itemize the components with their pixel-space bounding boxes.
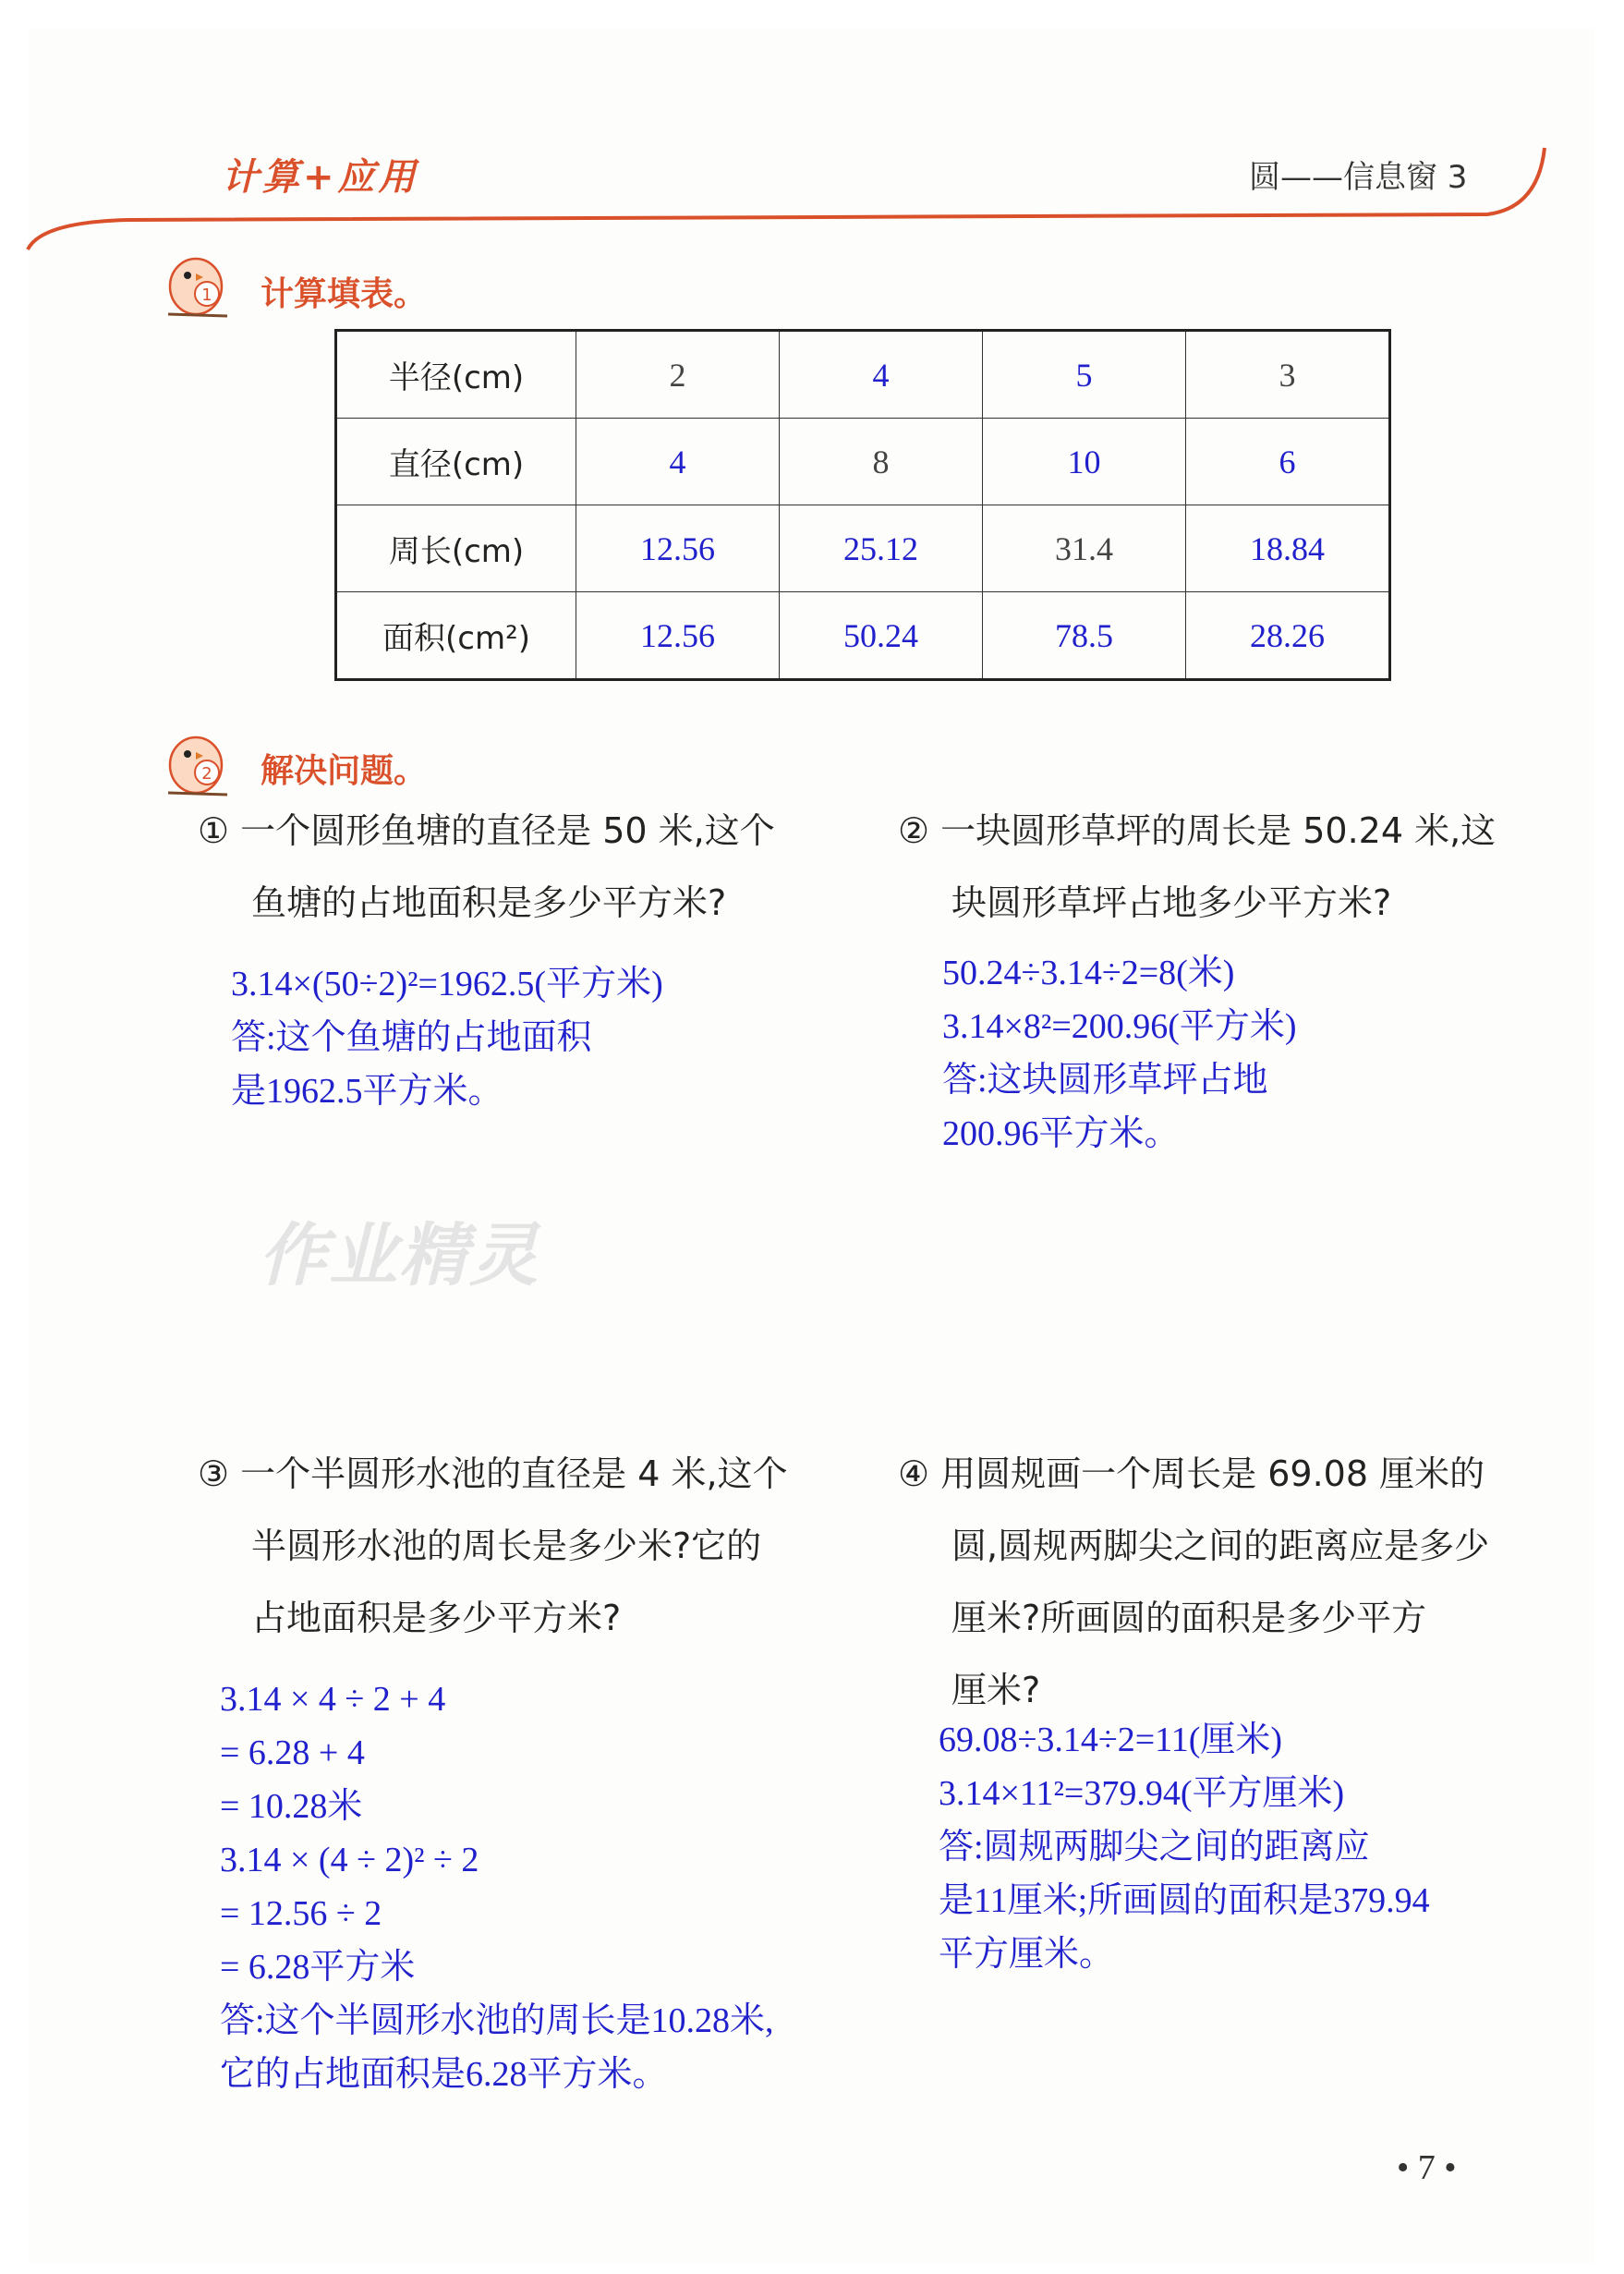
bird-mascot-icon [159,726,235,802]
problem-4-question: ④ 用圆规画一个周长是 69.08 厘米的 圆,圆规两脚尖之间的距离应是多少 厘米?所画圆的面积是多少平方 厘米? [898,1453,1490,1710]
chapter-title: 圆——信息窗 3 [1249,159,1468,196]
svg-text:2: 2 [201,764,212,784]
answer-cell: 12.56 [576,505,780,592]
table-row [336,505,1390,592]
given-cell: 3 [1186,331,1390,419]
section-label: 计算+应用 [222,156,419,199]
section-1-title: 计算填表。 [261,275,428,313]
answer-cell: 6 [1186,419,1390,505]
answer-cell: 5 [983,331,1186,419]
problem-2-answer: 50.24÷3.14÷2=8(米) 3.14×8²=200.96(平方米) 答:这块圆形草坪占地 200.96平方米。 [942,954,1297,1153]
svg-text:1: 1 [201,286,212,305]
problem-3-question: ③ 一个半圆形水池的直径是 4 米,这个 半圆形水池的周长是多少米?它的 占地面积是多少平方米? [198,1453,788,1638]
answer-cell: 50.24 [780,592,983,680]
page-number: • 7 • [1397,2148,1457,2187]
row-label: 直径(cm) [336,419,576,505]
answer-cell: 78.5 [983,592,1186,680]
given-cell: 2 [576,331,780,419]
answer-cell: 4 [780,331,983,419]
header-curve [0,0,1624,277]
table-row [336,592,1390,680]
problem-1-question: ① 一个圆形鱼塘的直径是 50 米,这个 鱼塘的占地面积是多少平方米? [198,810,775,923]
given-cell: 31.4 [983,505,1186,592]
calc-table [334,329,1391,681]
section-2-title: 解决问题。 [261,752,428,790]
answer-cell: 4 [576,419,780,505]
answer-cell: 25.12 [780,505,983,592]
problem-4-answer: 69.08÷3.14÷2=11(厘米) 3.14×11²=379.94(平方厘米) 答:圆规两脚尖之间的距离应 是11厘米;所画圆的面积是379.94 平方厘米。 [939,1721,1430,1974]
bird-mascot-icon [159,248,235,323]
problem-2-question: ② 一块圆形草坪的周长是 50.24 米,这 块圆形草坪占地多少平方米? [898,810,1497,923]
row-label: 面积(cm²) [336,592,576,680]
row-label: 半径(cm) [336,331,576,419]
answer-cell: 18.84 [1186,505,1390,592]
given-cell: 8 [780,419,983,505]
table-row [336,331,1390,419]
answer-cell: 10 [983,419,1186,505]
answer-cell: 28.26 [1186,592,1390,680]
row-label: 周长(cm) [336,505,576,592]
answer-cell: 12.56 [576,592,780,680]
problem-3-answer: 3.14 × 4 ÷ 2 + 4 = 6.28 + 4 = 10.28米 3.14 × (4 ÷ 2)² ÷ 2 = 12.56 ÷ 2 = 6.28平方米 答:这个半圆形水池的周长是10.28米, 它的占地面积是6.28平方米。 [220,1680,774,2094]
table-row [336,419,1390,505]
problem-1-answer: 3.14×(50÷2)²=1962.5(平方米) 答:这个鱼塘的占地面积 是1962.5平方米。 [231,965,663,1111]
watermark: 作业精灵 [259,1216,539,1295]
